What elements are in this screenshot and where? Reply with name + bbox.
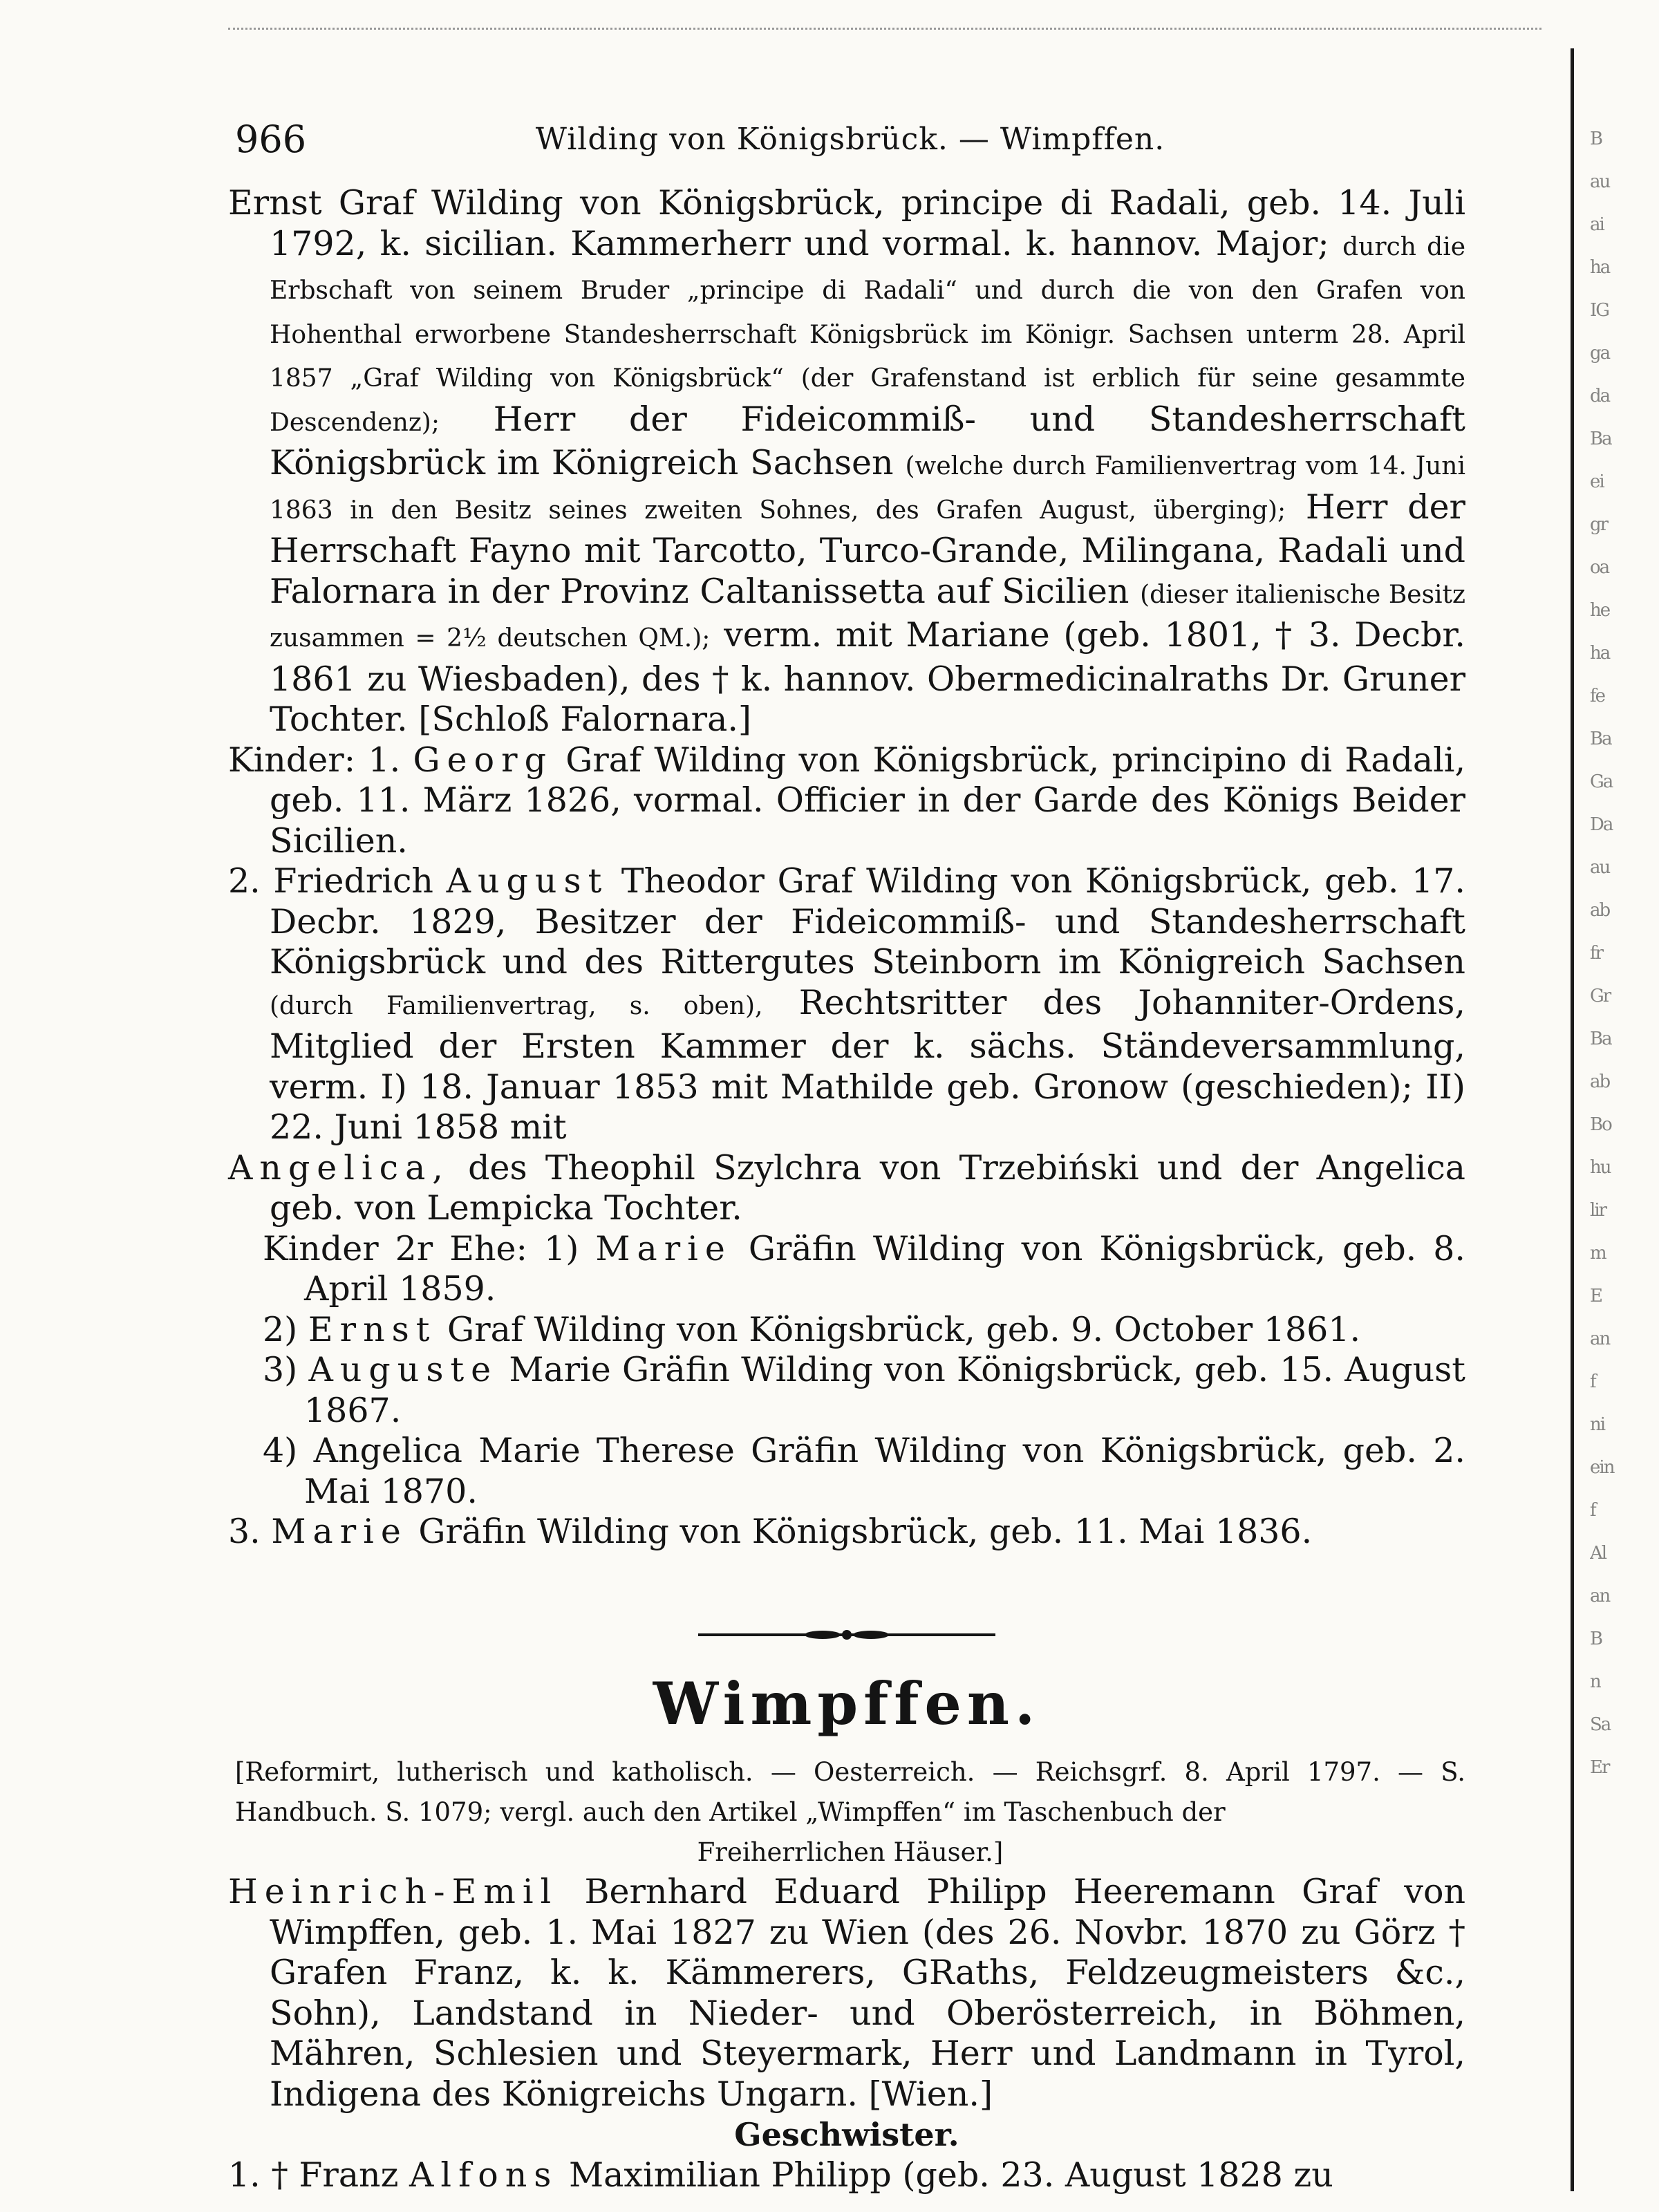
adjacent-fragment-line: ni [1590,1414,1605,1435]
adjacent-fragment-line: ein [1590,1457,1614,1478]
adjacent-fragment-line: oa [1590,557,1609,578]
entry-kinder-2-2 [228,1310,1465,1351]
ernst-main-text: Ernst Graf Wilding von Königsbrück, principe di Radali, geb. 14. Juli 1792, k. sicilian. Kammerherr und vormal. k. hannov. Major; [228,183,1465,263]
adjacent-fragment-line: Gr [1590,986,1611,1006]
page-number: 966 [235,118,307,161]
adjacent-fragment-line: ai [1590,214,1604,235]
k2-1-number: 1) [544,1228,579,1268]
geschwister-heading: Geschwister. [734,2116,959,2153]
kinder-2-label: Kinder 2r Ehe: [263,1228,528,1268]
page-edge-dots [228,28,1541,30]
adjacent-fragment-line: ha [1590,257,1610,278]
ernst-cont-text-3: verm. mit Mariane (geb. 1801, † 3. Decbr. 1861 zu Wiesbaden), des † k. hannov. Obermedicinalraths Dr. Gruner Tochter. [Schloß Falornara.] [270,615,1465,739]
adjacent-fragment-line: f [1590,1371,1595,1392]
kind-1-number: 1. [368,740,401,780]
adjacent-page-fragment [1590,118,1656,2157]
kind-2-number: 2. [228,861,261,901]
k2-1-name: Marie [595,1228,732,1268]
g1-number: 1. [228,2155,261,2195]
adjacent-fragment-line: f [1590,1500,1595,1521]
section-note-text: [Reformirt, lutherisch und katholisch. — Oesterreich. — Reichsgrf. 8. April 1797. — S. Handbuch. S. 1079; vergl. auch den Artikel „Wimpffen“ im Taschenbuch der [235,1757,1465,1827]
wimpffen-entry-block [228,1872,1465,2195]
kind-2-text-1: Theodor Graf Wilding von Königsbrück, geb. 17. Decbr. 1829, Besitzer der Fideicommiß- und Standesherrschaft Königsbrück und des Rittergutes Steinborn im Königreich Sachsen [270,861,1465,982]
entry-kind-1 [228,740,1465,862]
kind-2-text-2: Rechtsritter des Johanniter-Ordens, Mitglied der Ersten Kammer der k. sächs. Ständeversammlung, verm. I) 18. Januar 1853 mit Mathilde geb. Gronow (geschieden); II) 22. Juni 1858 mit [270,982,1465,1147]
section-title: Wimpffen. [653,1669,1041,1738]
section-note-last: Freiherrlichen Häuser.] [697,1837,1004,1867]
g1-name: Alfons [409,2155,559,2195]
entry-geschwister-1 [228,2155,1465,2196]
adjacent-fragment-line: an [1590,1586,1610,1606]
adjacent-fragment-line: da [1590,386,1610,406]
adjacent-fragment-line: Er [1590,1757,1609,1778]
k2-3-name: Auguste [308,1350,498,1389]
adjacent-fragment-line: Ga [1590,771,1613,792]
angelica-text: des Theophil Szylchra von Trzebiński und der Angelica geb. von Lempicka Tochter. [270,1147,1465,1228]
section-note [235,1752,1465,1873]
entry-heinrich [228,1872,1465,2115]
running-head: Wilding von Königsbrück. — Wimpffen. [535,122,1165,157]
kind-3-number: 3. [228,1512,261,1551]
entry-kinder-2-3 [228,1350,1465,1431]
k2-3-text: Marie Gräfin Wilding von Königsbrück, geb. 15. August 1867. [304,1350,1465,1430]
adjacent-fragment-line: ab [1590,900,1610,921]
adjacent-fragment-line: ga [1590,343,1610,364]
kind-3-text: Gräfin Wilding von Königsbrück, geb. 11. Mai 1836. [418,1512,1313,1551]
kind-3-name: Marie [271,1512,408,1551]
heinrich-text: Bernhard Eduard Philipp Heeremann Graf von Wimpffen, geb. 1. Mai 1827 zu Wien (des 26. Novbr. 1870 zu Görz † Grafen Franz, k. k. Kämmerers, GRaths, Feldzeugmeisters &c., Sohn), Landstand in Nieder- und Oberösterreich, in Böhmen, Mähren, Schlesien und Steyermark, Herr und Landmann in Tyrol, Indigena des Königreichs Ungarn. [Wien.] [270,1872,1466,2114]
kind-2-name: August [446,861,609,901]
ernst-cont-text-2: Herr der Herrschaft Fayno mit Tarcotto, Turco-Grande, Milingana, Radali und Falornara in der Provinz Caltanissetta auf Sicilien [270,487,1465,611]
kind-2-prename: Friedrich [273,861,433,901]
adjacent-fragment-line: IG [1590,300,1609,321]
adjacent-fragment-line: B [1590,1629,1602,1649]
binding-rule [1571,48,1574,2191]
adjacent-fragment-line: he [1590,600,1610,621]
k2-4-number: 4) [263,1431,298,1470]
adjacent-fragment-line: fe [1590,686,1605,706]
adjacent-fragment-line: an [1590,1329,1610,1349]
adjacent-fragment-line: Ba [1590,729,1611,749]
entry-kinder-2-4 [228,1431,1465,1512]
adjacent-fragment-line: Bo [1590,1114,1611,1135]
adjacent-fragment-line: E [1590,1286,1602,1306]
k2-4-text: Angelica Marie Therese Gräfin Wilding von Königsbrück, geb. 2. Mai 1870. [304,1431,1465,1511]
adjacent-fragment-line: Ba [1590,429,1611,449]
kinder-label: Kinder: [228,740,356,780]
kind-1-text: Graf Wilding von Königsbrück, principino di Radali, geb. 11. März 1826, vormal. Officier in der Garde des Königs Beider Sicilien. [270,740,1466,861]
g1-prename: † Franz [271,2155,399,2195]
adjacent-fragment-line: Ba [1590,1029,1611,1049]
page-header [235,118,1465,166]
adjacent-fragment-line: au [1590,857,1610,878]
adjacent-fragment-line: ei [1590,471,1604,492]
kind-2-small-text: (durch Familienvertrag, s. oben), [270,991,763,1020]
adjacent-fragment-line: m [1590,1243,1606,1264]
k2-2-number: 2) [263,1309,298,1349]
ernst-small-text-3: (dieser italienische Besitz zusammen = 2½ deutschen QM.); [270,580,1465,653]
g1-text: Maximilian Philipp (geb. 23. August 1828 zu [569,2155,1333,2195]
k2-2-text: Graf Wilding von Königsbrück, geb. 9. October 1861. [447,1309,1361,1349]
adjacent-fragment-line: ha [1590,643,1610,664]
adjacent-fragment-line: Sa [1590,1714,1611,1735]
adjacent-fragment-line: fr [1590,943,1603,964]
entry-angelica [228,1148,1465,1229]
entry-ernst [228,183,1465,740]
angelica-name: Angelica, [228,1147,450,1188]
heinrich-name: Heinrich-Emil [228,1872,559,1911]
wilding-entry-block [228,183,1465,1553]
ernst-small-text-1: durch die Erbschaft von seinem Bruder „principe di Radali“ und durch die von den Grafen von Hohenthal erworbene Standesherrschaft Königsbrück im Königr. Sachsen unterm 28. April 1857 „Graf Wilding von Königsbrück“ (der Grafenstand ist erblich für seine gesammte Descendenz); [270,232,1466,437]
adjacent-fragment-line: gr [1590,514,1608,535]
entry-kind-3 [228,1512,1465,1553]
adjacent-fragment-line: Al [1590,1543,1606,1564]
section-divider-ornament [698,1628,995,1642]
k2-3-number: 3) [263,1350,298,1389]
entry-kind-2 [228,861,1465,1148]
ernst-cont-text-1: Herr der Fideicommiß- und Standesherrschaft Königsbrück im Königreich Sachsen [270,399,1465,482]
adjacent-fragment-line: Da [1590,814,1613,835]
adjacent-fragment-line: ab [1590,1071,1610,1092]
kind-1-name: Georg [413,740,553,780]
entry-kinder-2-1 [228,1229,1465,1310]
adjacent-fragment-line: lir [1590,1200,1606,1221]
k2-2-name: Ernst [308,1309,437,1349]
ernst-small-text-2: (welche durch Familienvertrag vom 14. Juni 1863 in den Besitz seines zweiten Sohnes, des Grafen August, überging); [270,452,1466,525]
adjacent-fragment-line: hu [1590,1157,1611,1178]
adjacent-fragment-line: au [1590,171,1610,192]
adjacent-fragment-line: n [1590,1671,1600,1692]
k2-1-text: Gräfin Wilding von Königsbrück, geb. 8. April 1859. [304,1228,1466,1309]
adjacent-fragment-line: B [1590,129,1602,149]
